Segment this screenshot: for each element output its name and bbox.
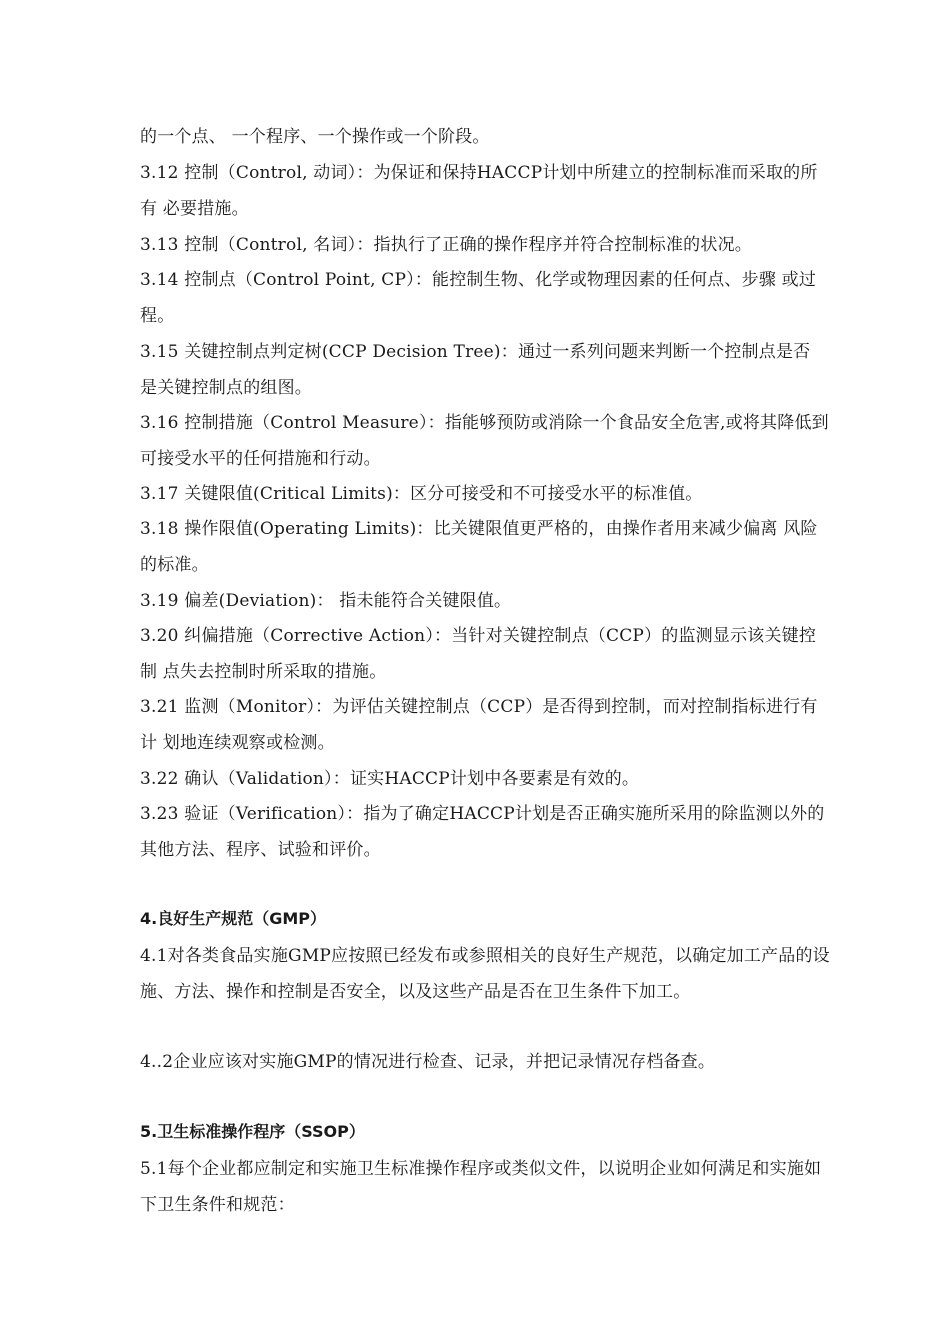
paragraph-3-20: 3.20 纠偏措施（Corrective Action）：当针对关键控制点（CCP）的监测显示该关键控制 点失去控制时所采取的措施。: [140, 626, 817, 682]
paragraph-4-1: 4.1对各类食品实施GMP应按照已经发布或参照相关的良好生产规范，以确定加工产品的设施、方法、操作和控制是否安全，以及这些产品是否在卫生条件下加工。: [140, 946, 830, 1002]
paragraph-3-12: 3.12 控制（Control, 动词）：为保证和保持HACCP计划中所建立的控制标准而采取的所有 必要措施。: [140, 163, 818, 219]
paragraph-3-13: 3.13 控制（Control, 名词）：指执行了正确的操作程序并符合控制标准的状况。: [140, 235, 752, 255]
paragraph-3-16: 3.16 控制措施（Control Measure）：指能够预防或消除一个食品安全危害,或将其降低到 可接受水平的任何措施和行动。: [140, 413, 835, 469]
paragraph-3-22: 3.22 确认（Validation）：证实HACCP计划中各要素是有效的。: [140, 769, 640, 789]
paragraph-continuation: 的一个点、 一个程序、一个操作或一个阶段。: [140, 127, 490, 147]
paragraph-3-14: 3.14 控制点（Control Point, CP）：能控制生物、化学或物理因素的任何点、步骤 或过程。: [140, 270, 817, 326]
paragraph-3-19: 3.19 偏差(Deviation)： 指未能符合关键限值。: [140, 591, 512, 611]
paragraph-3-21: 3.21 监测（Monitor）：为评估关键控制点（CCP）是否得到控制，而对控制指标进行有计 划地连续观察或检测。: [140, 697, 818, 753]
paragraph-5-1: 5.1每个企业都应制定和实施卫生标准操作程序或类似文件，以说明企业如何满足和实施如下卫生条件和规范：: [140, 1159, 822, 1215]
paragraph-3-15: 3.15 关键控制点判定树(CCP Decision Tree)：通过一系列问题来判断一个控制点是否 是关键控制点的组图。: [140, 342, 816, 398]
section-heading-4: 4.良好生产规范（GMP）: [140, 909, 326, 928]
paragraph-3-23: 3.23 验证（Verification）：指为了确定HACCP计划是否正确实施所采用的除监测以外的 其他方法、程序、试验和评价。: [140, 804, 831, 860]
paragraph-4-2: 4..2企业应该对实施GMP的情况进行检查、记录，并把记录情况存档备查。: [140, 1052, 716, 1072]
paragraph-3-18: 3.18 操作限值(Operating Limits)：比关键限值更严格的，由操作者用来减少偏离 风险 的标准。: [140, 519, 824, 575]
paragraph-3-17: 3.17 关键限值(Critical Limits)：区分可接受和不可接受水平的标准值。: [140, 484, 703, 504]
section-heading-5: 5.卫生标准操作程序（SSOP）: [140, 1122, 365, 1141]
